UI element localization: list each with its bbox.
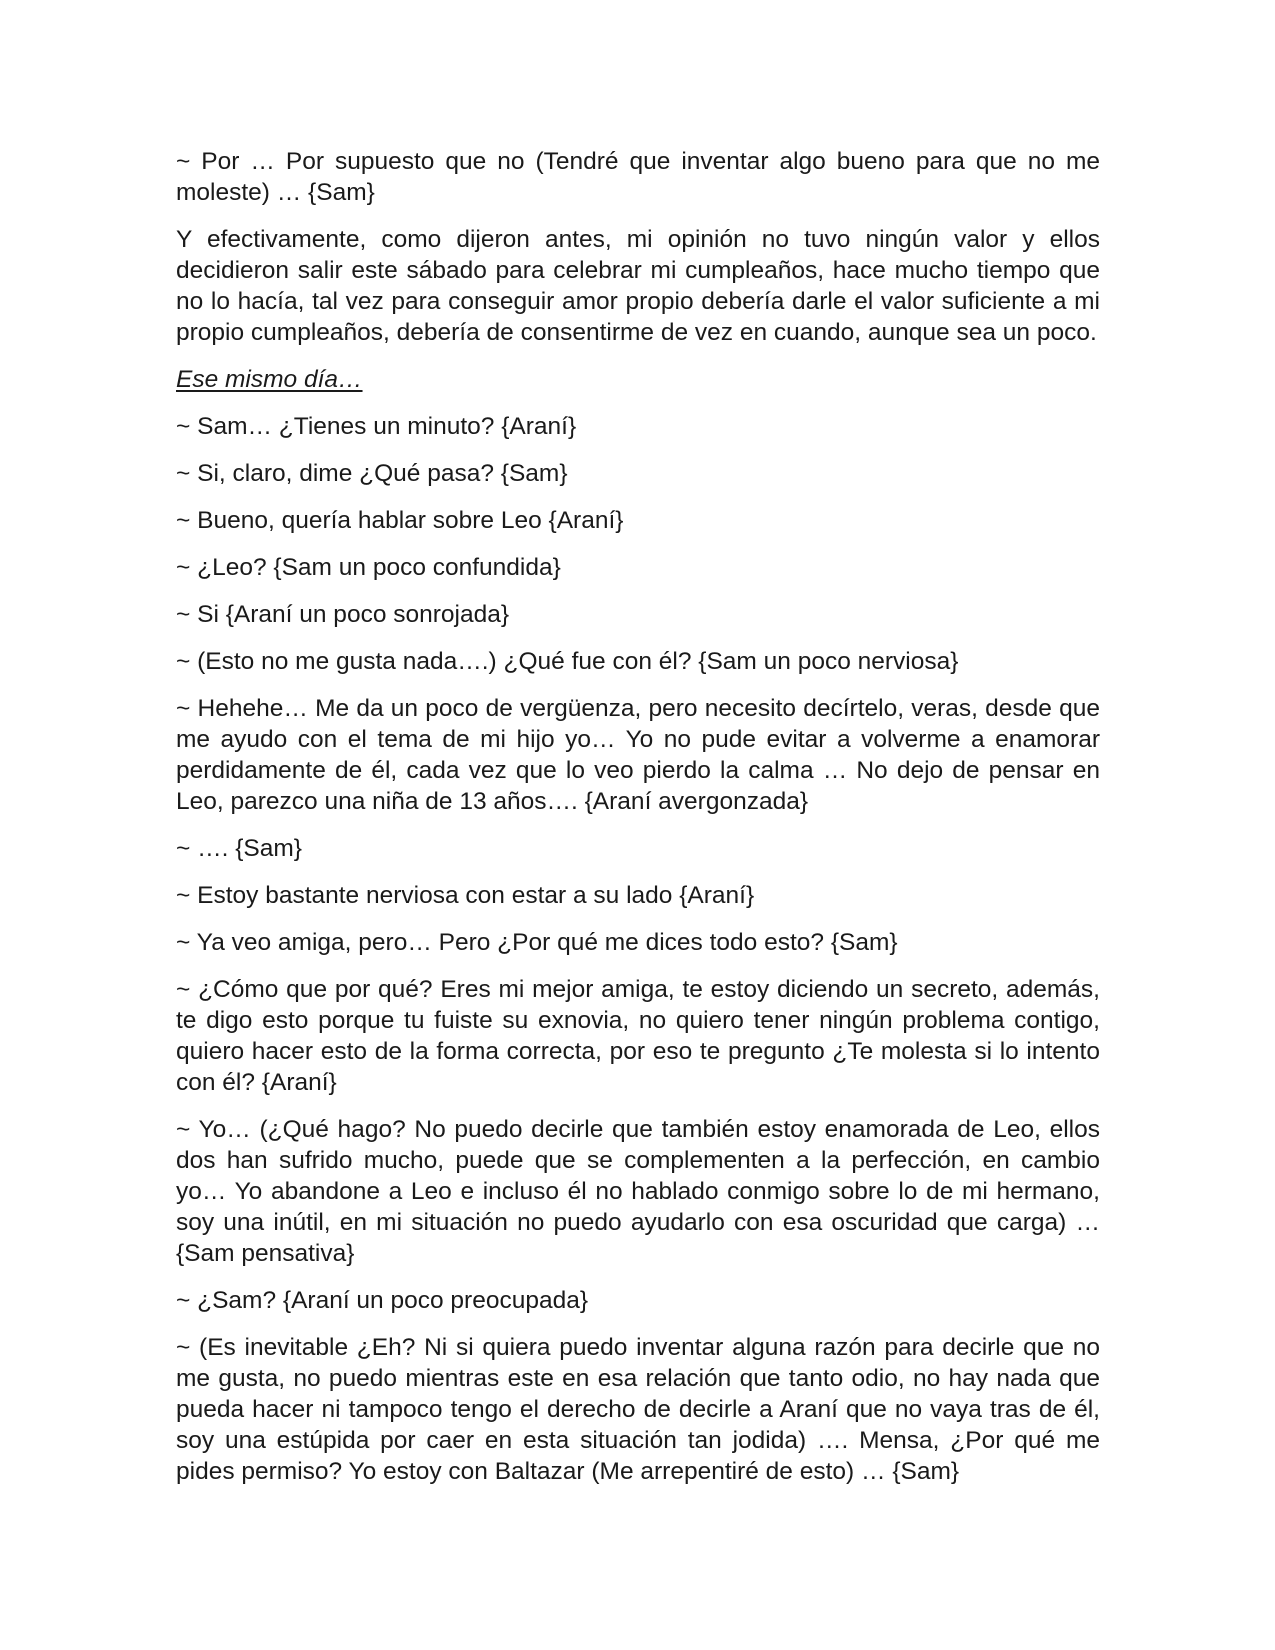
- paragraph-2: Y efectivamente, como dijeron antes, mi opinión no tuvo ningún valor y ellos decidieron salir este sábado para celebrar mi cumpleaños, hace mucho tiempo que no lo hacía, tal vez para conseguir amor propio debería darle el valor suficiente a mi propio cumpleaños, debería de consentirme de vez en cuando, aunque sea un poco.: [176, 226, 1100, 346]
- paragraph-1: ~ Por … Por supuesto que no (Tendré que inventar algo bueno para que no me moleste) … {Sam}: [176, 148, 1100, 206]
- dialogue-line-7: ~ Hehehe… Me da un poco de vergüenza, pero necesito decírtelo, veras, desde que me ayudo con el tema de mi hijo yo… Yo no pude evitar a volverme a enamorar perdidamente de él, cada vez que lo veo pierdo la calma … No dejo de pensar en Leo, parezco una niña de 13 años…. {Araní avergonzada}: [176, 695, 1100, 815]
- scene-heading: [176, 364, 1100, 395]
- dialogue-line-13: ~ ¿Sam? {Araní un poco preocupada}: [176, 1287, 589, 1314]
- dialogue-line-12: ~ Yo… (¿Qué hago? No puedo decirle que también estoy enamorada de Leo, ellos dos han sufrido mucho, puede que se complementen a la perfección, en cambio yo… Yo abandone a Leo e incluso él no hablado conmigo sobre lo de mi hermano, soy una inútil, en mi situación no puedo ayudarlo con esa oscuridad que carga) … {Sam pensativa}: [176, 1116, 1100, 1267]
- dialogue-line-1: ~ Sam… ¿Tienes un minuto? {Araní}: [176, 413, 577, 440]
- dialogue-line-9: ~ Estoy bastante nerviosa con estar a su lado {Araní}: [176, 882, 755, 909]
- dialogue-line-11: ~ ¿Cómo que por qué? Eres mi mejor amiga, te estoy diciendo un secreto, además, te digo esto porque tu fuiste su exnovia, no quiero tener ningún problema contigo, quiero hacer esto de la forma correcta, por eso te pregunto ¿Te molesta si lo intento con él? {Araní}: [176, 976, 1100, 1096]
- dialogue-line-2: ~ Si, claro, dime ¿Qué pasa? {Sam}: [176, 460, 568, 487]
- dialogue-line-4: ~ ¿Leo? {Sam un poco confundida}: [176, 554, 561, 581]
- document-page: [176, 146, 1100, 1503]
- dialogue-line-10: ~ Ya veo amiga, pero… Pero ¿Por qué me dices todo esto? {Sam}: [176, 929, 898, 956]
- dialogue-line-14: ~ (Es inevitable ¿Eh? Ni si quiera puedo inventar alguna razón para decirle que no me gusta, no puedo mientras este en esa relación que tanto odio, no hay nada que pueda hacer ni tampoco tengo el derecho de decirle a Araní que no vaya tras de él, soy una estúpida por caer en esta situación tan jodida) …. Mensa, ¿Por qué me pides permiso? Yo estoy con Baltazar (Me arrepentiré de esto) … {Sam}: [176, 1334, 1100, 1485]
- dialogue-line-8: ~ …. {Sam}: [176, 835, 302, 862]
- dialogue-line-5: ~ Si {Araní un poco sonrojada}: [176, 601, 510, 628]
- dialogue-line-3: ~ Bueno, quería hablar sobre Leo {Araní}: [176, 507, 624, 534]
- scene-heading-text: Ese mismo día…: [176, 366, 363, 393]
- dialogue-line-6: ~ (Esto no me gusta nada….) ¿Qué fue con él? {Sam un poco nerviosa}: [176, 648, 959, 675]
